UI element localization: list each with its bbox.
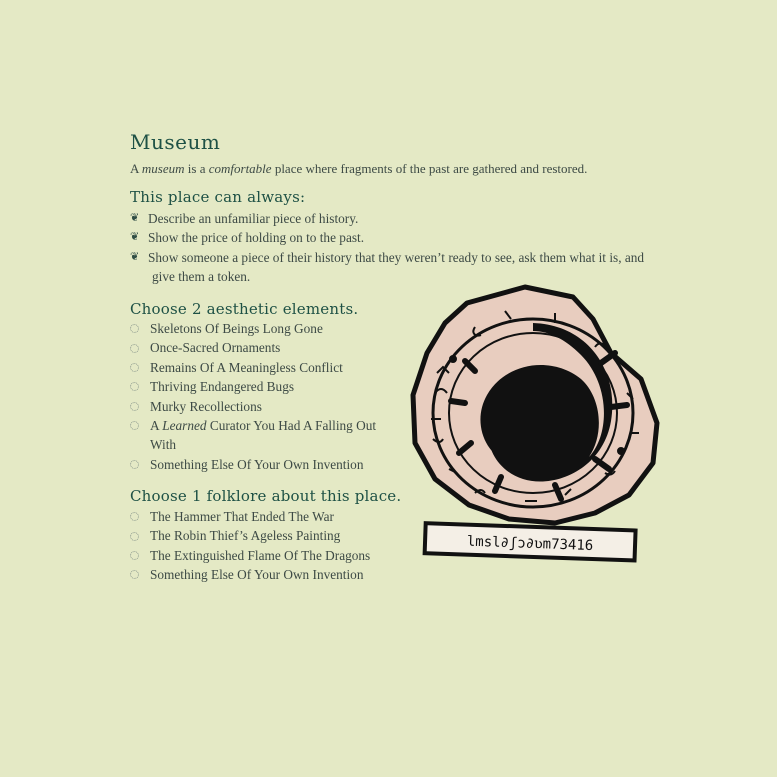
list-item: ❦ Describe an unfamiliar piece of history.: [130, 211, 359, 226]
intro-text: A museum is a comfortable place where fragments of the past are gathered and restored.: [130, 161, 588, 176]
plaque: [425, 523, 636, 560]
list-item[interactable]: Skeletons Of Beings Long Gone: [130, 319, 395, 338]
aesthetic-heading: Choose 2 aesthetic elements.: [130, 300, 359, 318]
plaque-text: lmsl∂ʃɔ∂ʋm73416: [466, 533, 594, 555]
checkbox-circle-icon[interactable]: [130, 344, 139, 353]
checkbox-circle-icon[interactable]: [130, 460, 139, 469]
list-item[interactable]: Murky Recollections: [130, 397, 395, 416]
checkbox-circle-icon[interactable]: [130, 382, 139, 391]
checkbox-circle-icon[interactable]: [130, 402, 139, 411]
leaf-bullet-icon: ❦: [130, 231, 140, 244]
checkbox-circle-icon[interactable]: [130, 570, 139, 579]
list-item[interactable]: The Extinguished Flame Of The Dragons: [130, 546, 405, 565]
folklore-list: [130, 507, 405, 585]
aesthetic-list: [130, 319, 395, 474]
always-list: [130, 209, 650, 287]
list-item[interactable]: A Learned Curator You Had A Falling Out With: [130, 416, 395, 455]
list-item[interactable]: The Robin Thief’s Ageless Painting: [130, 526, 405, 545]
checkbox-circle-icon[interactable]: [130, 363, 139, 372]
list-item[interactable]: Thriving Endangered Bugs: [130, 377, 395, 396]
list-item[interactable]: Something Else Of Your Own Invention: [130, 565, 405, 584]
fossil-illustration: [405, 283, 665, 573]
folklore-heading: Choose 1 folklore about this place.: [130, 487, 402, 505]
list-item: ❦ Show the price of holding on to the past.: [130, 230, 365, 246]
list-item[interactable]: Something Else Of Your Own Invention: [130, 455, 395, 474]
checkbox-circle-icon[interactable]: [130, 532, 139, 541]
checkbox-circle-icon[interactable]: [130, 421, 139, 430]
leaf-bullet-icon: ❦: [130, 250, 140, 263]
list-item[interactable]: Once-Sacred Ornaments: [130, 338, 395, 357]
list-item[interactable]: The Hammer That Ended The War: [130, 507, 405, 526]
page-title: Museum: [130, 130, 221, 154]
list-item[interactable]: Remains Of A Meaningless Conflict: [130, 358, 395, 377]
always-heading: This place can always:: [130, 188, 306, 206]
checkbox-circle-icon[interactable]: [130, 324, 139, 333]
leaf-bullet-icon: ❦: [130, 212, 140, 224]
checkbox-circle-icon[interactable]: [130, 551, 139, 560]
checkbox-circle-icon[interactable]: [130, 512, 139, 521]
list-item: ❦ Show someone a piece of their history that they weren’t ready to see, ask them what it is, and give them a token.: [130, 249, 645, 285]
